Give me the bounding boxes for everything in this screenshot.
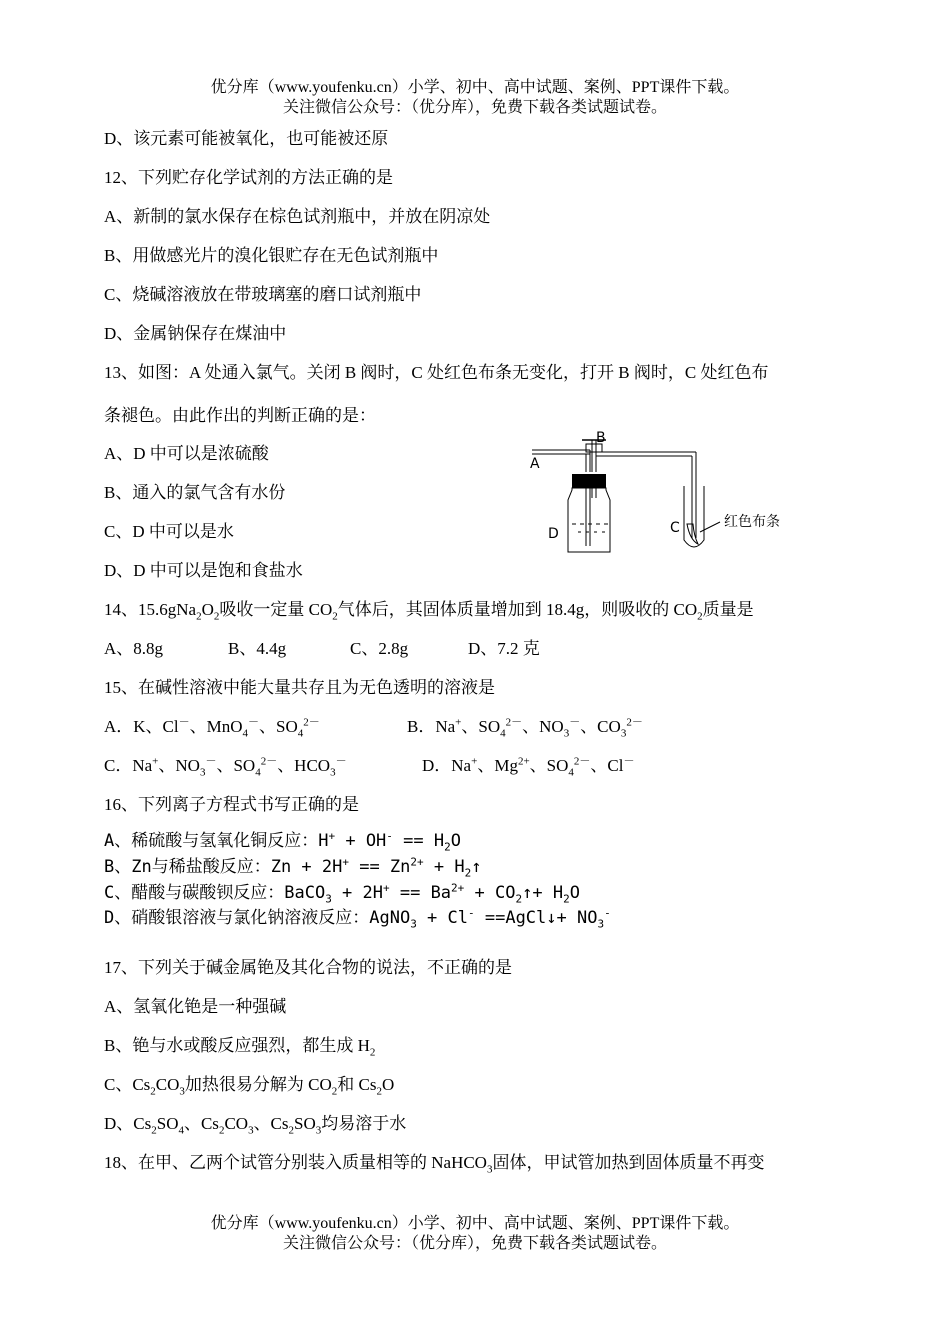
q15-option-c: C．Na+、$NO_3^-$、$SO_4^{2-}$、$HCO_3^-$ (104, 755, 347, 779)
q16-option-d: D、硝酸银溶液与氯化钠溶液反应：AgNO$_3$ + Cl- ==AgCl↓+ $NO_3^-$ (104, 906, 611, 931)
q14-options (104, 638, 540, 660)
q13-option-a: A、D 中可以是浓硫酸 (104, 444, 269, 463)
q17-option-a: A、氢氧化铯是一种强碱 (104, 997, 287, 1016)
page-header-line2: 关注微信公众号：（优分库），免费下载各类试题试卷。 (282, 99, 667, 116)
test-tube-c (684, 486, 704, 547)
q16-option-c: C、醋酸与碳酸钡反应：BaCO$_3$ + $2H^+ == Ba^{2+}$ + $CO_2↑+ H_2O$ (104, 881, 580, 906)
label-d: D (548, 526, 559, 542)
q15-option-d: D．Na+、$Mg^{2+}$、$SO_4^{2-}$、Cl－ (422, 755, 635, 779)
q13-option-d: D、D 中可以是饱和食盐水 (104, 561, 303, 580)
gas-washing-bottle (568, 488, 610, 552)
label-c: C (670, 520, 680, 536)
label-red-cloth: 红色布条 (724, 514, 780, 530)
q16-option-a: A、稀硫酸与氢氧化铜反应：$H^+ + OH^- == H_2O$ (104, 829, 461, 854)
q17-option-c: C、$Cs_2CO_3$加热很易分解为 $CO_2$和 $Cs_2O$ (104, 1075, 395, 1098)
q14-option-b: B、4.4g (228, 639, 287, 658)
q14-stem: 14、$15.6gNa_2O_2$吸收一定量 $CO_2$气体后，其固体质量增加到 18.4g，则吸收的 $CO_2$质量是 (104, 600, 754, 623)
q16-stem: 16、下列离子方程式书写正确的是 (104, 795, 359, 814)
q12-option-a: A、新制的氯水保存在棕色试剂瓶中，并放在阴凉处 (104, 207, 491, 226)
q17-option-b: B、铯与水或酸反应强烈，都生成 $H_2$ (104, 1036, 376, 1059)
q13-option-c: C、D 中可以是水 (104, 522, 234, 541)
q12-option-d: D、金属钠保存在煤油中 (104, 324, 287, 343)
q17-option-d: D、$Cs_2SO_4$、$Cs_2CO_3$、$Cs_2SO_3$均易溶于水 (104, 1114, 407, 1137)
q13-stem-line2: 条褪色。由此作出的判断正确的是： (104, 406, 376, 425)
q15-option-a: A．K、Cl－、MnO$_4$－、$SO_4^{2-}$ (104, 716, 320, 740)
q14-option-d: D、7.2 克 (468, 639, 540, 658)
q13-option-b: B、通入的氯气含有水份 (104, 483, 286, 502)
page-footer-line2: 关注微信公众号：（优分库），免费下载各类试题试卷。 (282, 1235, 667, 1252)
q14-option-c: C、2.8g (350, 639, 409, 658)
q12-stem: 12、下列贮存化学试剂的方法正确的是 (104, 168, 393, 187)
q15-options-ab (104, 716, 643, 738)
label-b: B (596, 430, 606, 446)
apparatus-diagram (528, 428, 798, 558)
label-a: A (530, 456, 540, 472)
q18-stem: 18、在甲、乙两个试管分别装入质量相等的 NaHCO$_3$固体，甲试管加热到固体质量不再变 (104, 1153, 765, 1176)
q14-option-a: A、8.8g (104, 639, 164, 658)
page-footer-line1: 优分库（www.youfenku.cn）小学、初中、高中试题、案例、PPT课件下载。 (210, 1215, 740, 1232)
q15-options-cd (104, 755, 634, 777)
page-header-line1: 优分库（www.youfenku.cn）小学、初中、高中试题、案例、PPT课件下载。 (210, 79, 740, 96)
q11-option-d: D、该元素可能被氧化，也可能被还原 (104, 129, 389, 148)
q12-option-b: B、用做感光片的溴化银贮存在无色试剂瓶中 (104, 246, 439, 265)
q13-stem-line1: 13、如图：A 处通入氯气。关闭 B 阀时，C 处红色布条无变化，打开 B 阀时，C 处红色布 (104, 363, 769, 382)
q15-option-b: B．Na+、$SO_4^{2-}$、$NO_3^-$、$CO_3^{2-}$ (407, 716, 643, 740)
rubber-stopper (572, 474, 606, 488)
q16-option-b: B、Zn与稀盐酸反应：$Zn + 2H^+ == Zn^{2+}$ + $H_2↑$ (104, 855, 482, 880)
q15-stem: 15、在碱性溶液中能大量共存且为无色透明的溶液是 (104, 678, 495, 697)
q17-stem: 17、下列关于碱金属铯及其化合物的说法，不正确的是 (104, 958, 512, 977)
q12-option-c: C、烧碱溶液放在带玻璃塞的磨口试剂瓶中 (104, 285, 422, 304)
